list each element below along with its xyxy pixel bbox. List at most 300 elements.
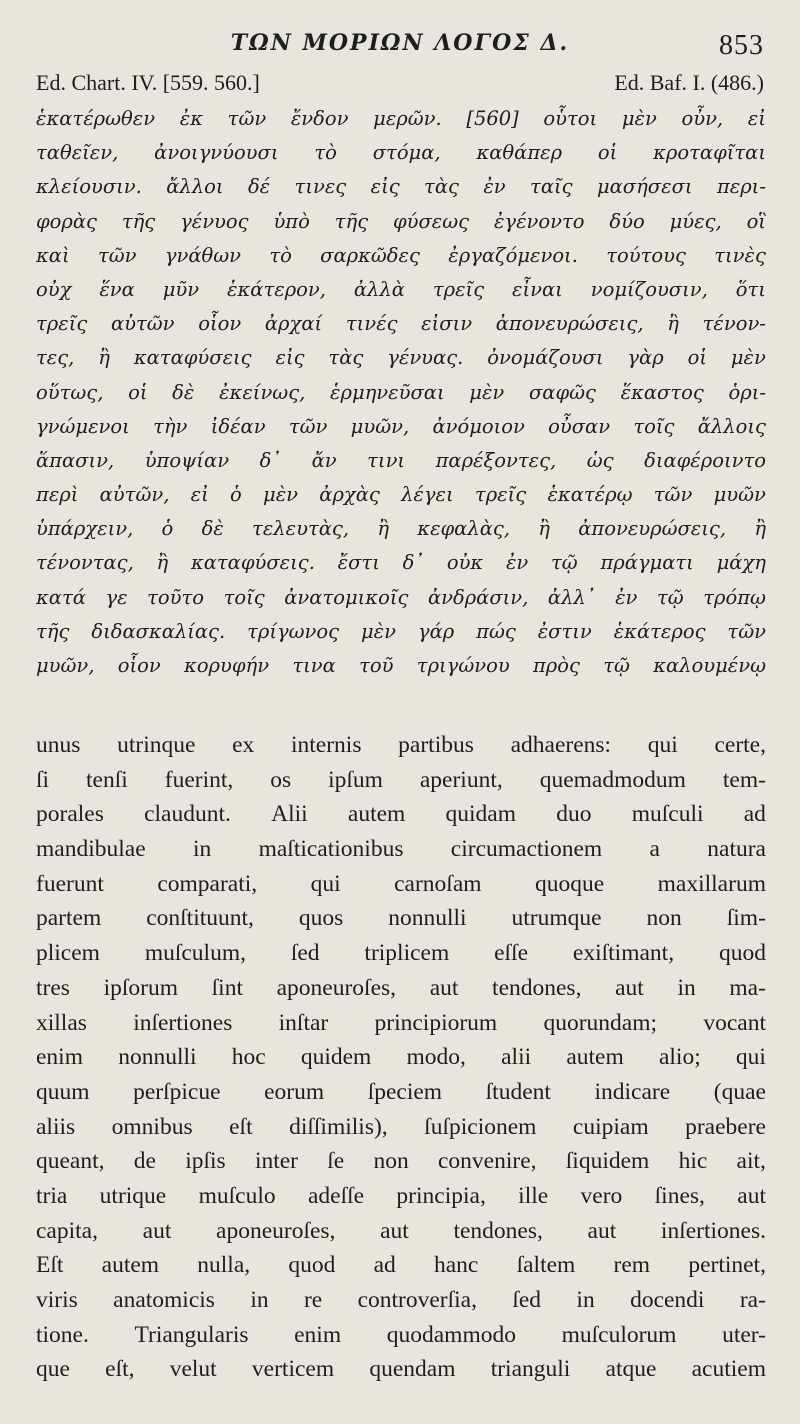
word: ipſorum — [103, 974, 178, 1001]
word: alii — [501, 1044, 532, 1071]
word: ἐκείνως, — [219, 380, 306, 404]
word: τοῦτο — [147, 585, 205, 609]
word: utrinque — [117, 732, 196, 758]
greek-text-line — [36, 444, 766, 478]
word: τες, — [36, 346, 75, 370]
word: ſi — [36, 766, 50, 793]
word: οἱ — [128, 380, 148, 404]
word: nonnulli — [118, 1044, 197, 1071]
word: eſt — [229, 1113, 253, 1140]
word: καταφύσεις — [133, 346, 252, 370]
word: οὖν, — [681, 107, 724, 130]
word: ſpeciem — [367, 1078, 443, 1105]
greek-text-line — [36, 102, 766, 136]
word: indicare — [594, 1078, 671, 1105]
word: μὲν — [263, 483, 299, 507]
greek-text-line — [36, 581, 766, 615]
word: γνώμενοι — [36, 414, 130, 438]
word: ἄν — [311, 448, 337, 472]
word: fuerunt — [36, 870, 104, 897]
word: τρίγωνος — [247, 619, 340, 643]
word: mandibulae — [36, 836, 146, 863]
word: quum — [36, 1078, 90, 1105]
word: ſed — [512, 1287, 542, 1313]
word: nulla, — [197, 1252, 251, 1279]
word: certe, — [714, 732, 766, 758]
word: ὑπάρχειν, — [36, 517, 134, 541]
word: μυῶν — [713, 483, 766, 507]
word: docendi — [630, 1287, 705, 1313]
word: τριγώνου — [416, 654, 510, 677]
word: ait, — [736, 1148, 766, 1175]
word: ταῖς — [530, 175, 573, 199]
word: ma- — [729, 974, 766, 1001]
word: ἢ — [538, 517, 550, 541]
greek-text-line — [36, 649, 766, 683]
latin-text-line — [36, 1144, 766, 1179]
word: τῆς — [334, 209, 369, 233]
word: τῶν — [727, 619, 766, 643]
word: fuerint, — [164, 766, 234, 793]
word: καὶ — [36, 243, 70, 267]
word: ſim- — [726, 905, 766, 932]
word: inſertiones. — [660, 1217, 766, 1244]
word: ſaltem — [516, 1252, 576, 1279]
latin-text-line — [36, 1283, 766, 1318]
word: perſpicue — [133, 1078, 221, 1105]
word: ἢ — [667, 312, 679, 336]
greek-text-block — [36, 102, 766, 683]
word: ἔνδον — [290, 107, 349, 130]
word: triplicem — [364, 940, 450, 967]
word: quemadmodum — [539, 766, 686, 793]
greek-text-line — [36, 376, 766, 410]
word: quodammodo — [386, 1321, 516, 1348]
word: ſtudent — [485, 1078, 551, 1105]
word: ſuſpicionem — [424, 1113, 537, 1140]
word: capita, — [36, 1217, 98, 1244]
word: ὅτι — [735, 277, 766, 301]
word: utrique — [99, 1182, 167, 1209]
word: ἐργαζόμενοι. — [448, 243, 578, 267]
word: uter- — [722, 1321, 766, 1348]
greek-text-line — [36, 341, 766, 375]
word: partem — [36, 905, 102, 932]
word: τινες — [294, 175, 347, 199]
word: τένοντας, — [36, 551, 134, 575]
word: μὲν — [469, 380, 505, 404]
word: μὲν — [621, 107, 657, 130]
word: τῆς — [121, 209, 156, 233]
word: οὐχ — [36, 277, 72, 301]
word: quoque — [535, 870, 605, 897]
word: inter — [254, 1148, 299, 1175]
word: xillas — [36, 1009, 87, 1036]
edition-reference-line — [36, 70, 764, 100]
word: δὲ — [172, 380, 195, 404]
word: muſculi — [631, 801, 704, 828]
word: autem — [347, 801, 406, 828]
word: σαρκῶδες — [320, 243, 420, 267]
word: que — [36, 1356, 70, 1383]
word: οἱ — [597, 141, 618, 165]
word: qui — [310, 870, 341, 897]
word: μασήσεσι — [596, 175, 693, 199]
word: omnibus — [111, 1113, 193, 1140]
word: ὀνομάζουσι — [487, 346, 604, 370]
word: diſſimilis), — [289, 1113, 388, 1140]
word: rem — [613, 1252, 651, 1279]
word: γε — [105, 585, 128, 609]
word: tem- — [722, 766, 766, 793]
word: ἐγένοντο — [493, 209, 585, 233]
latin-text-line — [36, 1318, 766, 1353]
word: οἷον — [117, 654, 161, 677]
word: διαφέροιντο — [644, 448, 766, 472]
word: ἔστι — [337, 551, 380, 575]
word: μύες, — [669, 209, 722, 233]
edition-reference-basel: Ed. Baf. I. (486.) — [614, 70, 764, 95]
word: ὁ — [161, 517, 174, 541]
latin-text-block — [36, 728, 766, 1387]
word: ὁρι- — [728, 380, 766, 404]
word: quos — [298, 905, 344, 932]
word: autem — [566, 1044, 624, 1071]
word: ra- — [739, 1287, 766, 1313]
word: hoc — [231, 1044, 266, 1071]
word: quod — [288, 1252, 336, 1279]
word: ad — [373, 1252, 396, 1279]
edition-reference-chartier: Ed. Chart. IV. [559. 560.] — [36, 70, 260, 95]
word: ἕκαστος — [620, 380, 704, 404]
word: ſint — [211, 974, 243, 1001]
word: τοῖς — [223, 585, 265, 609]
word: τινές — [345, 312, 398, 336]
word: praebere — [685, 1113, 766, 1140]
word: οὕτως, — [36, 380, 104, 404]
latin-text-line — [36, 936, 766, 971]
word: exiſtimant, — [572, 940, 675, 967]
word: autem — [101, 1252, 160, 1279]
word: quod — [718, 940, 766, 967]
latin-text-line — [36, 901, 766, 936]
word: μυῶν, — [36, 654, 95, 677]
latin-text-line — [36, 1075, 766, 1110]
word: ἑκατέρωθεν — [36, 107, 156, 130]
word: πρὸς — [532, 654, 580, 677]
word: principia, — [396, 1182, 486, 1209]
word: ἀνατομικοῖς — [284, 585, 409, 609]
word: adeſſe — [307, 1182, 365, 1209]
word: in — [677, 974, 696, 1001]
greek-text-line — [36, 615, 766, 649]
latin-text-line — [36, 728, 766, 763]
word: ἢ — [377, 517, 390, 541]
word: ἢ — [156, 551, 169, 575]
word: ἀνοιγνύουσι — [154, 141, 279, 165]
word: quidem — [300, 1044, 372, 1071]
word: pertinet, — [688, 1252, 766, 1279]
word: ἀνδράσιν, — [427, 585, 529, 609]
word: δ᾽ — [402, 551, 425, 575]
word: εἰ — [747, 107, 766, 130]
word: εἰς — [275, 346, 305, 370]
word: οἱ — [687, 346, 707, 370]
latin-text-line — [36, 971, 766, 1006]
latin-text-line — [36, 1110, 766, 1145]
word: τῆς — [36, 619, 70, 643]
word: νομίζουσιν, — [590, 277, 708, 301]
word: τὰς — [424, 175, 459, 199]
word: τελευτὰς, — [252, 517, 350, 541]
word: tendones, — [453, 1217, 543, 1244]
word: ἐκ — [179, 107, 204, 130]
word: κλείουσιν. — [36, 175, 142, 199]
word: τινι — [367, 448, 406, 472]
word: enim — [36, 1044, 83, 1071]
word: ἀρχὰς — [319, 483, 380, 507]
word: δέ — [247, 175, 271, 199]
word: [560] — [466, 107, 519, 130]
word: duo — [556, 801, 592, 828]
word: modo, — [406, 1044, 466, 1071]
word: aperiunt, — [419, 766, 503, 793]
word: claudunt. — [144, 801, 231, 828]
word: aponeuroſes, — [276, 974, 397, 1001]
word: ἐστιν — [537, 619, 592, 643]
word: οὗτοι — [543, 107, 598, 130]
word: τρεῖς — [432, 277, 485, 301]
latin-text-line — [36, 1040, 766, 1075]
word: τῶν — [653, 483, 693, 507]
word: τῷ — [603, 654, 630, 677]
word: μὲν — [361, 619, 396, 643]
word: ἀλλὰ — [353, 277, 405, 301]
word: eſſe — [494, 940, 529, 967]
word: ſines, — [654, 1182, 705, 1209]
word: non — [646, 905, 682, 932]
word: ipſum — [328, 766, 383, 793]
word: aut — [429, 974, 459, 1001]
word: ἰδέαν — [210, 414, 266, 438]
greek-text-line — [36, 512, 766, 546]
latin-text-line — [36, 832, 766, 867]
greek-text-line — [36, 478, 766, 512]
word: κατά — [36, 585, 86, 609]
word: in — [250, 1287, 269, 1313]
word: γένυας. — [387, 346, 464, 370]
greek-text-line — [36, 307, 766, 341]
word: ὑποψίαν — [144, 448, 230, 472]
word: inſtar — [278, 1009, 329, 1036]
word: ταθεῖεν, — [36, 141, 119, 165]
word: unus — [36, 732, 81, 758]
word: παρέξοντες, — [435, 448, 557, 472]
word: aut — [615, 974, 644, 1001]
word: muſculo — [198, 1182, 276, 1209]
word: ὁ — [230, 483, 242, 507]
word: quendam — [369, 1356, 456, 1383]
word: εἰσιν — [421, 312, 473, 336]
word: tenſi — [86, 766, 128, 793]
word: Eſt — [36, 1252, 64, 1279]
word: τούτους — [606, 243, 686, 267]
word: partibus — [398, 732, 474, 758]
greek-text-line — [36, 136, 766, 170]
word: διδασκαλίας. — [91, 619, 226, 643]
word: ὡς — [586, 448, 614, 472]
word: aut — [587, 1217, 617, 1244]
word: aliis — [36, 1113, 76, 1140]
page-number: 853 — [719, 30, 764, 61]
word: τῶν — [288, 414, 328, 438]
word: porales — [36, 801, 104, 828]
running-title: ΤΩΝ ΜΟΡΙΩΝ ΛΟΓΟΣ Δ. — [230, 30, 570, 56]
latin-text-line — [36, 1214, 766, 1249]
word: enim — [294, 1321, 342, 1348]
word: velut — [169, 1356, 217, 1383]
word: ἄλλοις — [697, 414, 766, 438]
word: δ᾽ — [259, 448, 282, 472]
word: ipſis — [185, 1148, 226, 1175]
word: γὰρ — [627, 346, 664, 370]
word: quorundam; — [543, 1009, 658, 1036]
word: περὶ — [36, 483, 79, 507]
latin-text-line — [36, 1248, 766, 1283]
word: eorum — [264, 1078, 325, 1105]
word: δὲ — [201, 517, 224, 541]
word: principiorum — [374, 1009, 498, 1036]
word: κορυφήν — [184, 654, 270, 677]
word: in — [576, 1287, 595, 1313]
word: anatomicis — [113, 1287, 215, 1313]
word: οὖσαν — [548, 414, 611, 438]
word: φορὰς — [36, 209, 97, 233]
word: μυῶν, — [350, 414, 410, 438]
word: tres — [36, 974, 70, 1001]
word: ille — [518, 1182, 549, 1209]
word: τῷ — [656, 585, 684, 609]
page-header — [36, 30, 764, 64]
word: aponeuroſes, — [216, 1217, 336, 1244]
word: τρόπῳ — [703, 585, 766, 609]
word: τρεῖς — [36, 312, 88, 336]
word: conſtituunt, — [146, 905, 254, 932]
word: ἅπασιν, — [36, 448, 115, 472]
word: ad — [743, 801, 766, 828]
word: ex — [232, 732, 255, 758]
word: tria — [36, 1182, 68, 1209]
word: hic — [678, 1148, 708, 1175]
word: τινα — [292, 654, 336, 677]
word: μῦν — [162, 277, 200, 301]
word: ſed — [290, 940, 320, 967]
word: ἐν — [505, 551, 529, 575]
greek-text-line — [36, 410, 766, 444]
word: πώς — [476, 619, 516, 643]
word: οὐκ — [446, 551, 484, 575]
word: carnoſam — [394, 870, 482, 897]
word: τῶν — [227, 107, 267, 130]
word: γνάθων — [164, 243, 241, 267]
word: γένυος — [180, 209, 249, 233]
word: qui — [735, 1044, 766, 1071]
word: acutiem — [691, 1356, 766, 1383]
word: στόμα, — [372, 141, 441, 165]
word: τρεῖς — [474, 483, 527, 507]
word: γάρ — [417, 619, 455, 643]
word: τὸ — [314, 141, 337, 165]
word: μὲν — [730, 346, 766, 370]
word: καθάπερ — [476, 141, 563, 165]
word: trianguli — [490, 1356, 571, 1383]
word: vero — [580, 1182, 623, 1209]
word: ſe — [327, 1148, 345, 1175]
word: σαφῶς — [528, 380, 596, 404]
word: os — [270, 766, 292, 793]
word: muſculum, — [144, 940, 246, 967]
word: a — [649, 836, 660, 863]
word: (quae — [713, 1078, 766, 1105]
word: εἰ — [190, 483, 209, 507]
word: λέγει — [401, 483, 454, 507]
word: καλουμένῳ — [653, 654, 766, 677]
word: utrumque — [511, 905, 602, 932]
greek-text-line — [36, 273, 766, 307]
word: ἄλλοι — [166, 175, 224, 199]
word: controverſia, — [357, 1287, 477, 1313]
word: ὑπὸ — [273, 209, 310, 233]
word: queant, — [36, 1148, 105, 1175]
word: nonnulli — [388, 905, 467, 932]
word: τινὲς — [714, 243, 766, 267]
word: ἐν — [615, 585, 638, 609]
word: ſiquidem — [565, 1148, 650, 1175]
word: τένον- — [702, 312, 766, 336]
word: ἕνα — [99, 277, 135, 301]
latin-text-line — [36, 1006, 766, 1041]
word: alio; — [658, 1044, 701, 1071]
latin-text-line — [36, 867, 766, 902]
word: Alii — [271, 801, 308, 828]
word: δύο — [609, 209, 645, 233]
word: non — [373, 1148, 409, 1175]
word: quidam — [445, 801, 517, 828]
word: μερῶν. — [373, 107, 442, 130]
word: καταφύσεις. — [190, 551, 315, 575]
latin-text-line — [36, 1179, 766, 1214]
word: οἳ — [746, 209, 766, 233]
word: qui — [647, 732, 678, 758]
word: τὰς — [328, 346, 364, 370]
word: τὴν — [153, 414, 188, 438]
word: vocant — [703, 1009, 766, 1036]
word: circumactionem — [450, 836, 603, 863]
word: aut — [737, 1182, 766, 1209]
word: ἢ — [754, 517, 766, 541]
latin-text-line — [36, 763, 766, 798]
word: maſticationibus — [258, 836, 404, 863]
word: plicem — [36, 940, 100, 967]
word: natura — [707, 836, 766, 863]
word: ἑκάτερον, — [227, 277, 326, 301]
word: ἀνόμοιον — [432, 414, 525, 438]
word: hanc — [434, 1252, 479, 1279]
word: verticem — [251, 1356, 335, 1383]
word: cuipiam — [572, 1113, 649, 1140]
word: περι- — [716, 175, 766, 199]
word: de — [133, 1148, 156, 1175]
